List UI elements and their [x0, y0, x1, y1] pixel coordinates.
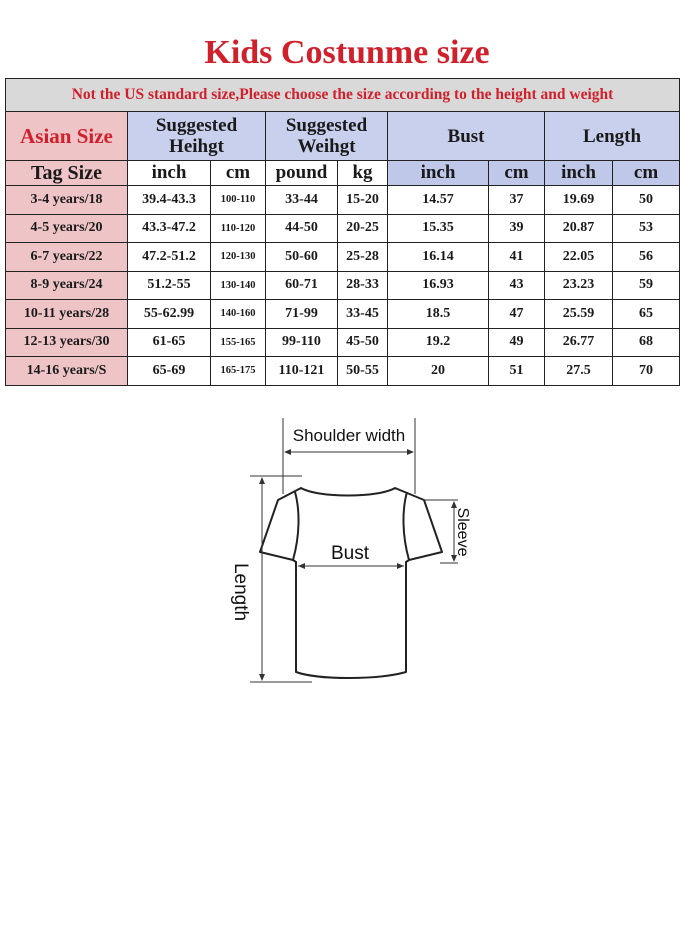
weight-pound-cell: 44-50 [266, 214, 338, 243]
weight-pound-cell: 33-44 [266, 186, 338, 215]
height-cm-unit: cm [211, 161, 266, 186]
shoulder-arrow-left [284, 449, 291, 455]
length-cm-cell: 56 [613, 243, 680, 272]
bust-cm-cell: 47 [489, 300, 545, 329]
page-title: Kids Costunme size [204, 34, 490, 71]
length-cm-unit: cm [613, 161, 680, 186]
tag-size-cell: 10-11 years/28 [6, 300, 128, 329]
length-inch-cell: 25.59 [545, 300, 613, 329]
length-inch-cell: 26.77 [545, 328, 613, 357]
tag-size-cell: 8-9 years/24 [6, 271, 128, 300]
length-cm-cell: 50 [613, 186, 680, 215]
weight-kg-cell: 33-45 [338, 300, 388, 329]
table-row [6, 328, 680, 357]
size-notice: Not the US standard size,Please choose the size according to the height and weight [6, 79, 680, 112]
weight-header: Suggested Weihgt [266, 112, 388, 161]
bust-inch-cell: 20 [388, 357, 489, 386]
height-cm-cell: 130-140 [211, 271, 266, 300]
sleeve-label: Sleeve [454, 507, 471, 557]
tag-size-cell: 3-4 years/18 [6, 186, 128, 215]
weight-pound-cell: 50-60 [266, 243, 338, 272]
bust-cm-cell: 37 [489, 186, 545, 215]
bust-inch-cell: 15.35 [388, 214, 489, 243]
height-header: Suggested Heihgt [128, 112, 266, 161]
weight-pound-cell: 99-110 [266, 328, 338, 357]
height-inch-cell: 61-65 [128, 328, 211, 357]
length-cm-cell: 70 [613, 357, 680, 386]
shoulder-width-label: Shoulder width [292, 426, 406, 445]
bust-cm-cell: 51 [489, 357, 545, 386]
tag-size-header: Tag Size [6, 161, 128, 186]
height-inch-cell: 43.3-47.2 [128, 214, 211, 243]
table-row [6, 243, 680, 272]
length-inch-cell: 27.5 [545, 357, 613, 386]
tag-size-cell: 14-16 years/S [6, 357, 128, 386]
tag-size-cell: 12-13 years/30 [6, 328, 128, 357]
bust-cm-cell: 39 [489, 214, 545, 243]
weight-kg-unit: kg [338, 161, 388, 186]
weight-pound-cell: 60-71 [266, 271, 338, 300]
length-inch-unit: inch [545, 161, 613, 186]
weight-pound-cell: 110-121 [266, 357, 338, 386]
height-inch-cell: 47.2-51.2 [128, 243, 211, 272]
height-inch-unit: inch [128, 161, 211, 186]
table-row [6, 300, 680, 329]
length-cm-cell: 53 [613, 214, 680, 243]
height-cm-cell: 155-165 [211, 328, 266, 357]
height-cm-cell: 165-175 [211, 357, 266, 386]
bust-inch-cell: 19.2 [388, 328, 489, 357]
weight-kg-cell: 45-50 [338, 328, 388, 357]
height-cm-cell: 140-160 [211, 300, 266, 329]
height-cm-cell: 100-110 [211, 186, 266, 215]
bust-inch-cell: 16.93 [388, 271, 489, 300]
length-label: Length [230, 562, 251, 622]
tag-size-cell: 6-7 years/22 [6, 243, 128, 272]
bust-cm-unit: cm [489, 161, 545, 186]
height-inch-cell: 65-69 [128, 357, 211, 386]
length-header: Length [545, 112, 680, 161]
size-chart-table [5, 78, 680, 386]
length-arrow-top [259, 477, 265, 484]
length-arrow-bottom [259, 674, 265, 681]
weight-kg-cell: 50-55 [338, 357, 388, 386]
height-cm-cell: 110-120 [211, 214, 266, 243]
weight-pound-cell: 71-99 [266, 300, 338, 329]
length-cm-cell: 68 [613, 328, 680, 357]
bust-inch-unit: inch [388, 161, 489, 186]
asian-size-header: Asian Size [6, 112, 128, 161]
bust-header: Bust [388, 112, 545, 161]
bust-inch-cell: 18.5 [388, 300, 489, 329]
bust-cm-cell: 41 [489, 243, 545, 272]
table-row [6, 186, 680, 215]
length-inch-cell: 23.23 [545, 271, 613, 300]
height-cm-cell: 120-130 [211, 243, 266, 272]
weight-kg-cell: 20-25 [338, 214, 388, 243]
weight-kg-cell: 28-33 [338, 271, 388, 300]
weight-kg-cell: 25-28 [338, 243, 388, 272]
length-inch-cell: 22.05 [545, 243, 613, 272]
length-inch-cell: 19.69 [545, 186, 613, 215]
bust-cm-cell: 49 [489, 328, 545, 357]
height-inch-cell: 55-62.99 [128, 300, 211, 329]
tshirt-outline [260, 488, 442, 678]
bust-inch-cell: 14.57 [388, 186, 489, 215]
tshirt-measurement-diagram [218, 410, 478, 700]
weight-pound-unit: pound [266, 161, 338, 186]
weight-kg-cell: 15-20 [338, 186, 388, 215]
bust-label: Bust [330, 543, 370, 564]
tag-size-cell: 4-5 years/20 [6, 214, 128, 243]
table-row [6, 357, 680, 386]
length-cm-cell: 59 [613, 271, 680, 300]
table-row [6, 271, 680, 300]
shoulder-arrow-right [407, 449, 414, 455]
table-row [6, 214, 680, 243]
length-inch-cell: 20.87 [545, 214, 613, 243]
height-inch-cell: 51.2-55 [128, 271, 211, 300]
bust-cm-cell: 43 [489, 271, 545, 300]
bust-inch-cell: 16.14 [388, 243, 489, 272]
height-inch-cell: 39.4-43.3 [128, 186, 211, 215]
length-cm-cell: 65 [613, 300, 680, 329]
